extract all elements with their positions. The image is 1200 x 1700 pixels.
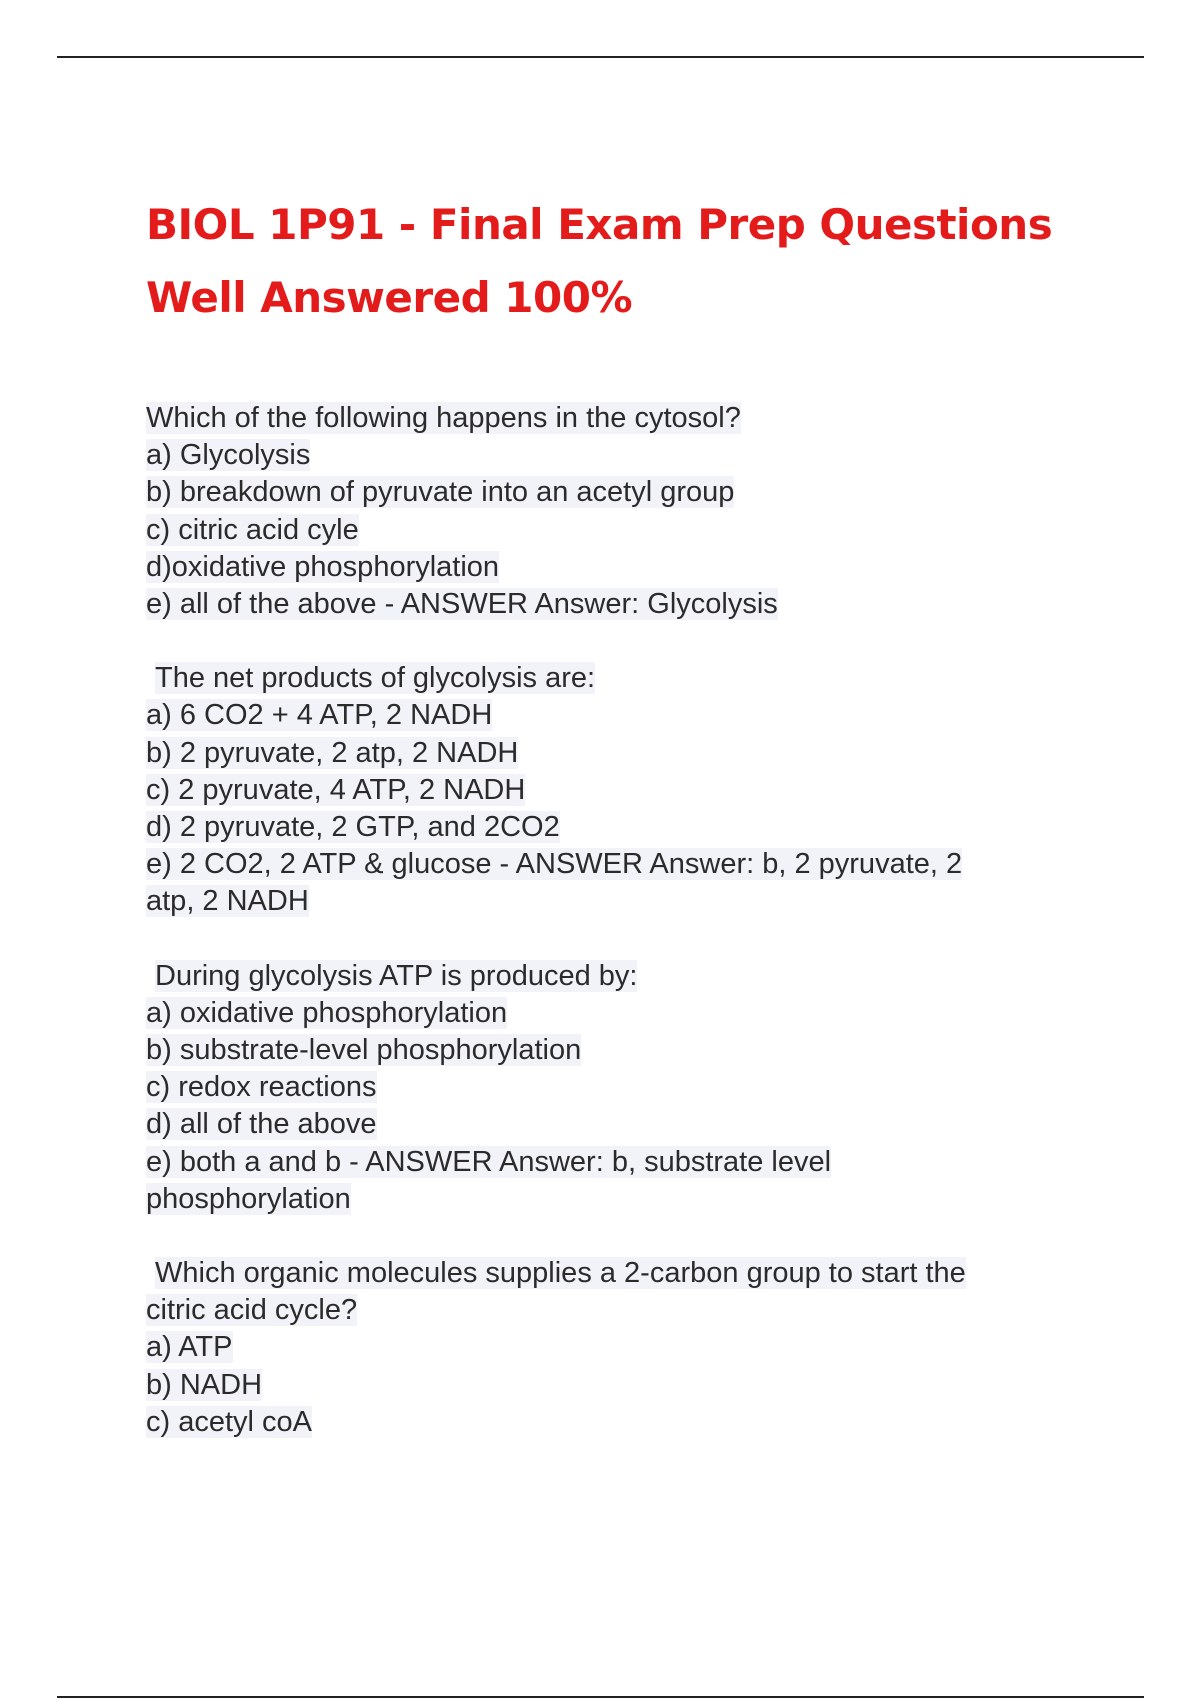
question-text-continuation: citric acid cycle? bbox=[146, 1294, 358, 1327]
bottom-rule bbox=[57, 1696, 1144, 1698]
option-b: b) NADH bbox=[146, 1368, 263, 1401]
option-d: d)oxidative phosphorylation bbox=[146, 550, 500, 583]
option-a: a) oxidative phosphorylation bbox=[146, 996, 508, 1029]
option-e-answer: e) both a and b - ANSWER Answer: b, substrate level bbox=[146, 1145, 832, 1178]
option-e-answer: e) all of the above - ANSWER Answer: Glycolysis bbox=[146, 588, 778, 621]
question-text: Which of the following happens in the cytosol? bbox=[146, 402, 741, 434]
answer-continuation: phosphorylation bbox=[146, 1182, 351, 1215]
option-c: c) 2 pyruvate, 4 ATP, 2 NADH bbox=[146, 773, 526, 806]
option-c: c) redox reactions bbox=[146, 1071, 377, 1104]
question-list bbox=[146, 400, 1086, 1478]
option-a: a) ATP bbox=[146, 1331, 233, 1364]
option-d: d) all of the above bbox=[146, 1108, 377, 1141]
option-c: c) acetyl coA bbox=[146, 1405, 312, 1438]
option-a: a) 6 CO2 + 4 ATP, 2 NADH bbox=[146, 699, 493, 732]
question-text: During glycolysis ATP is produced by: bbox=[155, 959, 638, 992]
option-d: d) 2 pyruvate, 2 GTP, and 2CO2 bbox=[146, 811, 560, 844]
question-block-1 bbox=[146, 400, 1086, 623]
option-e-answer: e) 2 CO2, 2 ATP & glucose - ANSWER Answer: b, 2 pyruvate, 2 bbox=[146, 848, 963, 881]
option-c: c) citric acid cyle bbox=[146, 513, 359, 546]
option-b: b) 2 pyruvate, 2 atp, 2 NADH bbox=[146, 736, 519, 769]
answer-continuation: atp, 2 NADH bbox=[146, 885, 309, 918]
title-line-2: Well Answered 100% bbox=[146, 273, 633, 322]
question-block-3 bbox=[146, 958, 1086, 1218]
option-b: b) breakdown of pyruvate into an acetyl group bbox=[146, 476, 735, 509]
option-a: a) Glycolysis bbox=[146, 439, 311, 472]
title-line-1: BIOL 1P91 - Final Exam Prep Questions bbox=[146, 200, 1053, 249]
question-text: The net products of glycolysis are: bbox=[155, 662, 596, 695]
document-title bbox=[146, 188, 1106, 334]
question-block-2 bbox=[146, 660, 1086, 920]
question-block-4 bbox=[146, 1255, 1086, 1441]
option-b: b) substrate-level phosphorylation bbox=[146, 1034, 582, 1067]
question-text: Which organic molecules supplies a 2-carbon group to start the bbox=[155, 1257, 966, 1290]
top-rule bbox=[57, 56, 1144, 58]
